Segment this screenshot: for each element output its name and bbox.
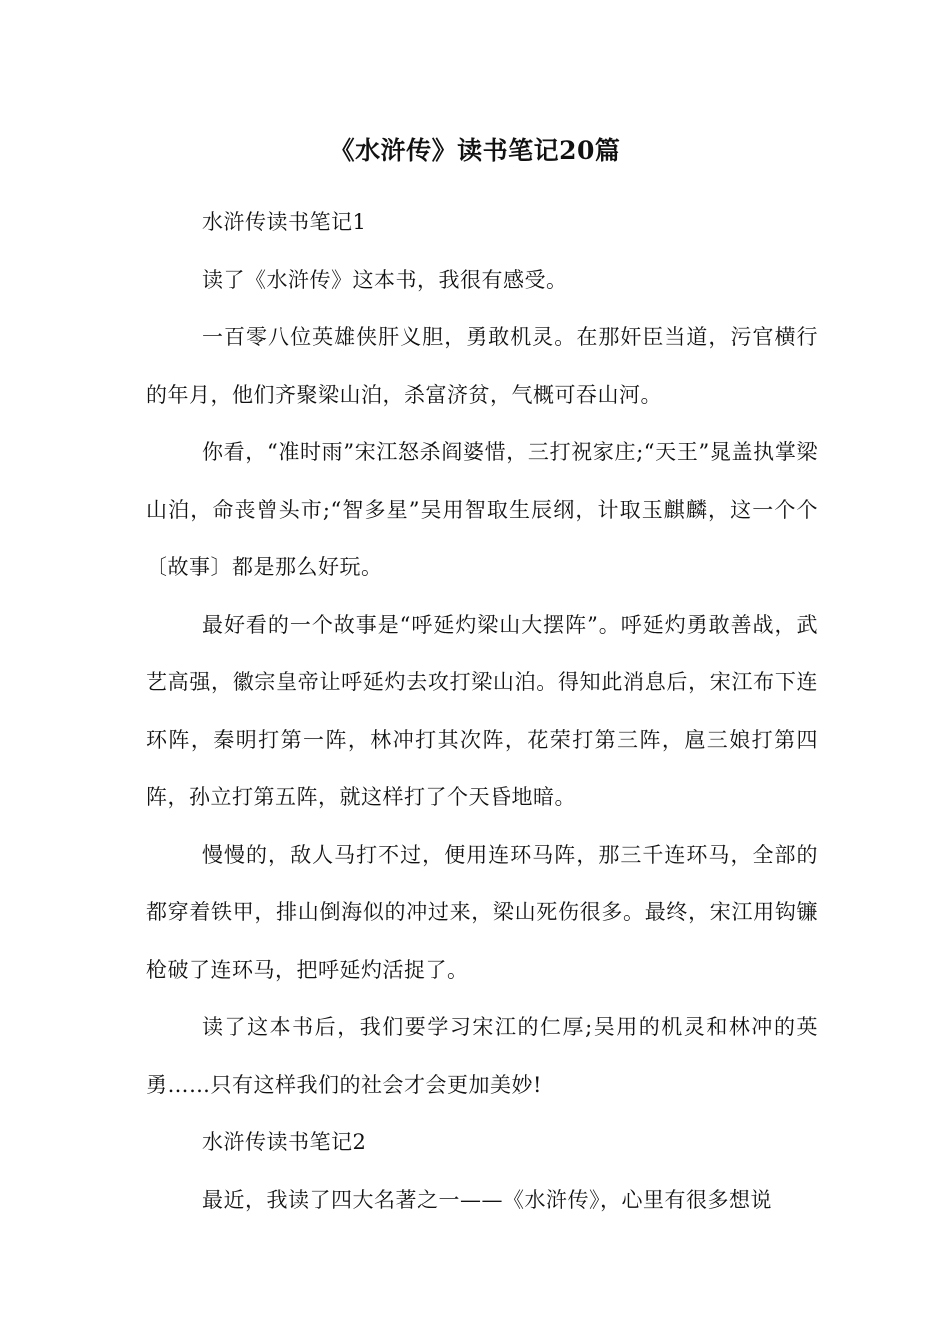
body-paragraph: 慢慢的，敌人马打不过，便用连环马阵，那三千连环马，全部的都穿着铁甲，排山倒海似的冲过来，梁山死伤很多。最终，宋江用钩镰枪破了连环马，把呼延灼活捉了。 xyxy=(146,842,818,982)
document-body xyxy=(146,194,818,1229)
body-paragraph: 最近，我读了四大名著之一——《水浒传》，心里有很多想说 xyxy=(202,1187,772,1212)
document-title: 《水浒传》读书笔记20篇 xyxy=(329,136,621,165)
body-paragraph: 读了《水浒传》这本书，我很有感受。 xyxy=(202,267,568,292)
section-heading: 水浒传读书笔记1 xyxy=(202,210,367,234)
body-paragraph: 你看，“准时雨”宋江怒杀阎婆惜，三打祝家庄;“天王”晁盖执掌梁山泊，命丧曾头市;“智多星”吴用智取生辰纲，计取玉麒麟，这一个个〔故事〕都是那么好玩。 xyxy=(146,440,818,579)
section-heading: 水浒传读书笔记2 xyxy=(202,1130,367,1154)
body-paragraph: 读了这本书后，我们要学习宋江的仁厚;吴用的机灵和林冲的英勇……只有这样我们的社会才会更加美妙! xyxy=(146,1015,818,1097)
body-paragraph: 一百零八位英雄侠肝义胆，勇敢机灵。在那奸臣当道，污官横行的年月，他们齐聚梁山泊，杀富济贫，气概可吞山河。 xyxy=(146,325,818,407)
body-paragraph: 最好看的一个故事是“呼延灼梁山大摆阵”。呼延灼勇敢善战，武艺高强，徽宗皇帝让呼延灼去攻打梁山泊。得知此消息后，宋江布下连环阵，秦明打第一阵，林冲打其次阵，花荣打第三阵，扈三娘打第四阵，孙立打第五阵，就这样打了个天昏地暗。 xyxy=(146,612,818,809)
